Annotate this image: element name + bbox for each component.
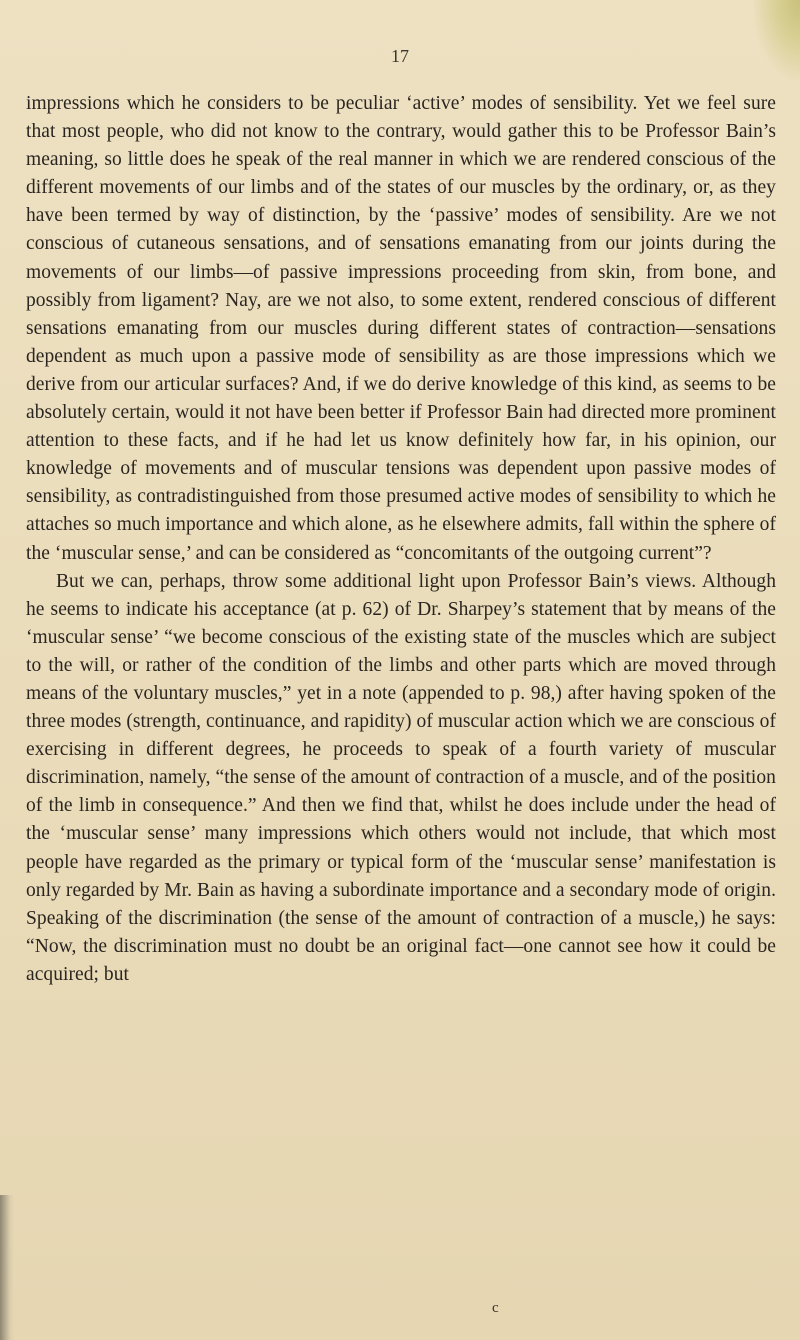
page-edge-shadow <box>0 1195 14 1340</box>
page-number: 17 <box>391 46 409 66</box>
signature-mark: c <box>492 1300 499 1316</box>
body-text <box>26 90 776 989</box>
paragraph-2: But we can, perhaps, throw some additional light upon Professor Bain’s views. Although he seems to indicate his acceptance (at p. 62) of Dr. Sharpey’s statement that by means of the ‘muscular sense’ “we become conscious of the existing state of the muscles which are subject to the will, or rather of the condition of the limbs and other parts which are moved through means of the voluntary muscles,” yet in a note (appended to p. 98,) after having spoken of the three modes (strength, continuance, and rapidity) of muscular action which we are conscious of exercising in different degrees, he proceeds to speak of a fourth variety of muscular discrimination, namely, “the sense of the amount of contraction of a muscle, and of the position of the limb in consequence.” And then we find that, whilst he does include under the head of the ‘muscular sense’ many impressions which others would not include, that which most people have regarded as the primary or typical form of the ‘muscular sense’ manifestation is only regarded by Mr. Bain as having a subordinate importance and a secondary mode of origin. Speaking of the discrimination (the sense of the amount of contraction of a muscle,) he says: “Now, the discrimination must no doubt be an original fact—one cannot see how it could be acquired; but <box>26 570 776 985</box>
paper-stain <box>754 0 800 80</box>
paragraph-1: impressions which he considers to be peculiar ‘active’ modes of sensibility. Yet we feel sure that most people, who did not know to the contrary, would gather this to be Professor Bain’s meaning, so little does he speak of the real manner in which we are rendered conscious of the different movements of our limbs and of the states of our muscles by the ordinary, or, as they have been termed by way of distinction, by the ‘passive’ modes of sensibility. Are we not conscious of cutaneous sensations, and of sensations emanating from our joints during the movements of our limbs—of passive impressions proceeding from skin, from bone, and possibly from ligament? Nay, are we not also, to some extent, rendered conscious of different sensations emanating from our muscles during different states of contraction—sensations dependent as much upon a passive mode of sensibility as are those impressions which we derive from our articular surfaces? And, if we do derive knowledge of this kind, as seems to be absolutely certain, would it not have been better if Professor Bain had directed more prominent attention to these facts, and if he had let us know definitely how far, in his opinion, our knowledge of movements and of muscular tensions was dependent upon passive modes of sensibility, as contradistinguished from those presumed active modes of sensibility to which he attaches so much importance and which alone, as he elsewhere admits, fall within the sphere of the ‘muscular sense,’ and can be considered as “concomitants of the outgoing current”? <box>26 93 776 564</box>
